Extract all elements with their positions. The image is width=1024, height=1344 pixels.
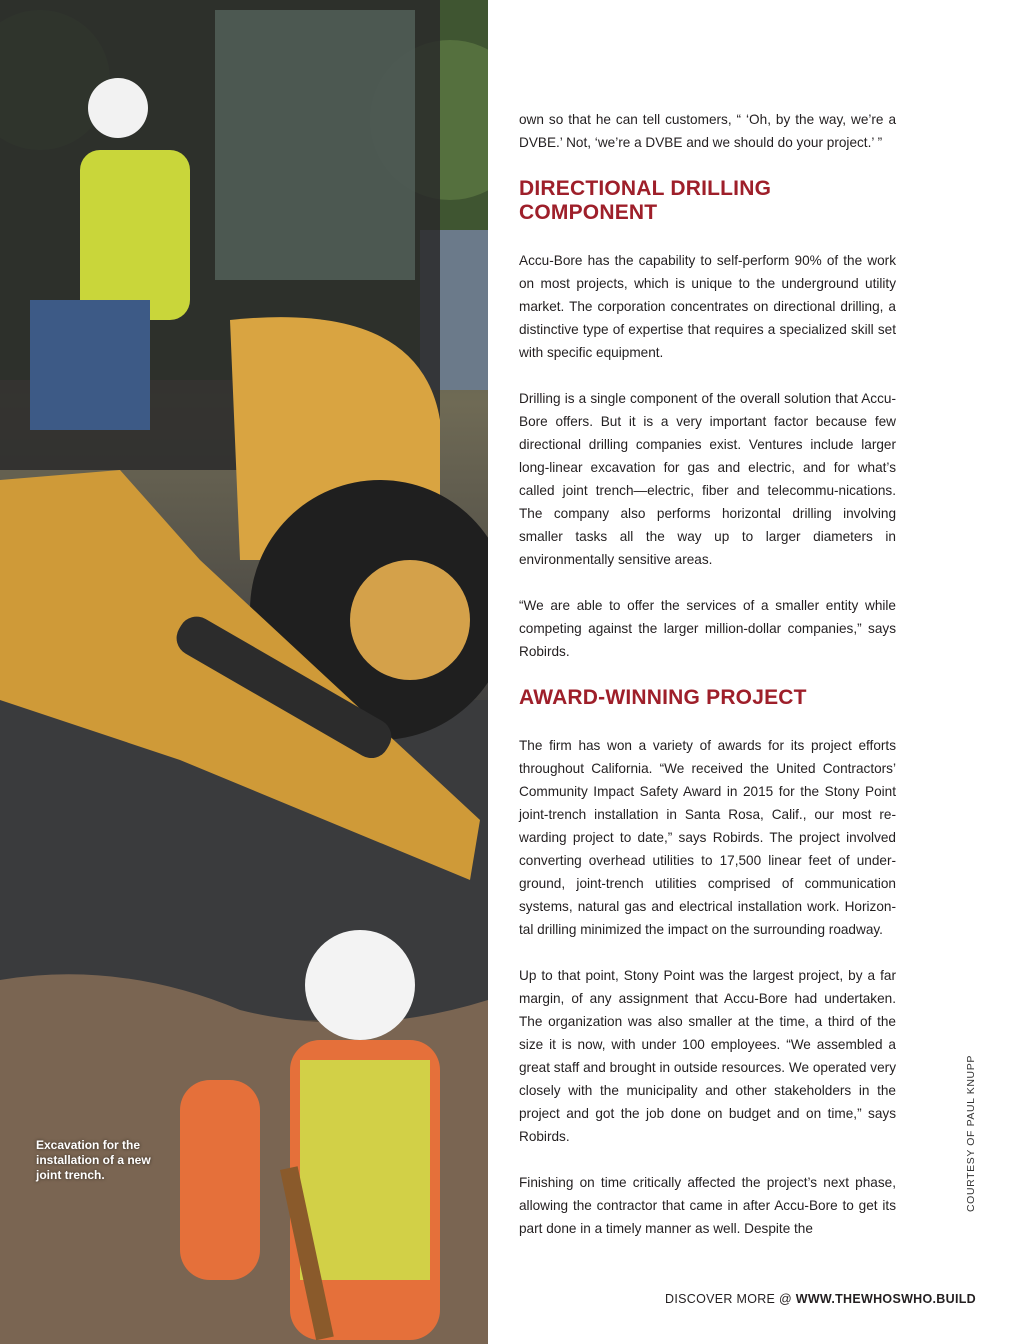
body-paragraph: Up to that point, Stony Point was the largest project, by a far margin, of any assignment that Accu-Bore had undertaken. The organization was also smaller at the time, a third of the size it is now, with under 100 employees. “We assembled a great staff and brought in outside resources. We operated very closely with the municipality and other stakeholders in the project and got the job done on budget and on time,” says Robirds. xyxy=(519,968,896,1144)
article-column xyxy=(519,108,896,1263)
photo-credit: COURTESY OF PAUL KNUPP xyxy=(965,1055,977,1212)
section-heading-award-winning: AWARD-WINNING PROJECT xyxy=(519,686,807,709)
body-paragraph: “We are able to offer the services of a smaller entity while competing against the larger million-dollar companies,” says Robirds. xyxy=(519,598,896,659)
section-heading-directional-drilling: DIRECTIONAL DRILLING COMPONENT xyxy=(519,177,772,224)
photo-caption: Excavation for the installation of a new joint trench. xyxy=(36,1138,151,1182)
intro-paragraph: own so that he can tell customers, “ ‘Oh, by the way, we’re a DVBE.’ Not, ‘we’re a DVBE and we should do your project.’ ” xyxy=(519,112,896,150)
body-paragraph: The firm has won a variety of awards for its project efforts throughout California. “We received the United Contractors’ Community Impact Safety Award in 2015 for the Stony Point joint-trench installation in Santa Rosa, Calif., our most re-warding project to date,” says Robirds. The project involved converting overhead utilities to 17,500 linear feet of under-ground, joint-trench utilities comprised of communication systems, natural gas and electrical installation work. Horizon-tal drilling minimized the impact on the surrounding roadway. xyxy=(519,738,896,937)
footer xyxy=(665,1292,976,1306)
body-paragraph: Accu-Bore has the capability to self-perform 90% of the work on most projects, which is unique to the underground utility market. The corporation concentrates on directional drilling, a distinctive type of expertise that requires a specialized skill set with specific equipment. xyxy=(519,253,896,360)
body-paragraph: Finishing on time critically affected the project’s next phase, allowing the contractor that came in after Accu-Bore to get its part done in a timely manner as well. Despite the xyxy=(519,1175,896,1236)
hero-photo xyxy=(0,0,488,1344)
footer-prefix: DISCOVER MORE @ xyxy=(665,1292,796,1306)
body-paragraph: Drilling is a single component of the overall solution that Accu-Bore offers. But it is a very important factor because few directional drilling companies exist. Ventures include larger long-linear excavation for gas and electric, and for what’s called joint trench—electric, fiber and telecommu-nications. The company also performs horizontal drilling involving smaller tasks all the way up to larger diameters in environmentally sensitive areas. xyxy=(519,391,896,567)
footer-url-link[interactable]: WWW.THEWHOSWHO.BUILD xyxy=(795,1292,976,1306)
